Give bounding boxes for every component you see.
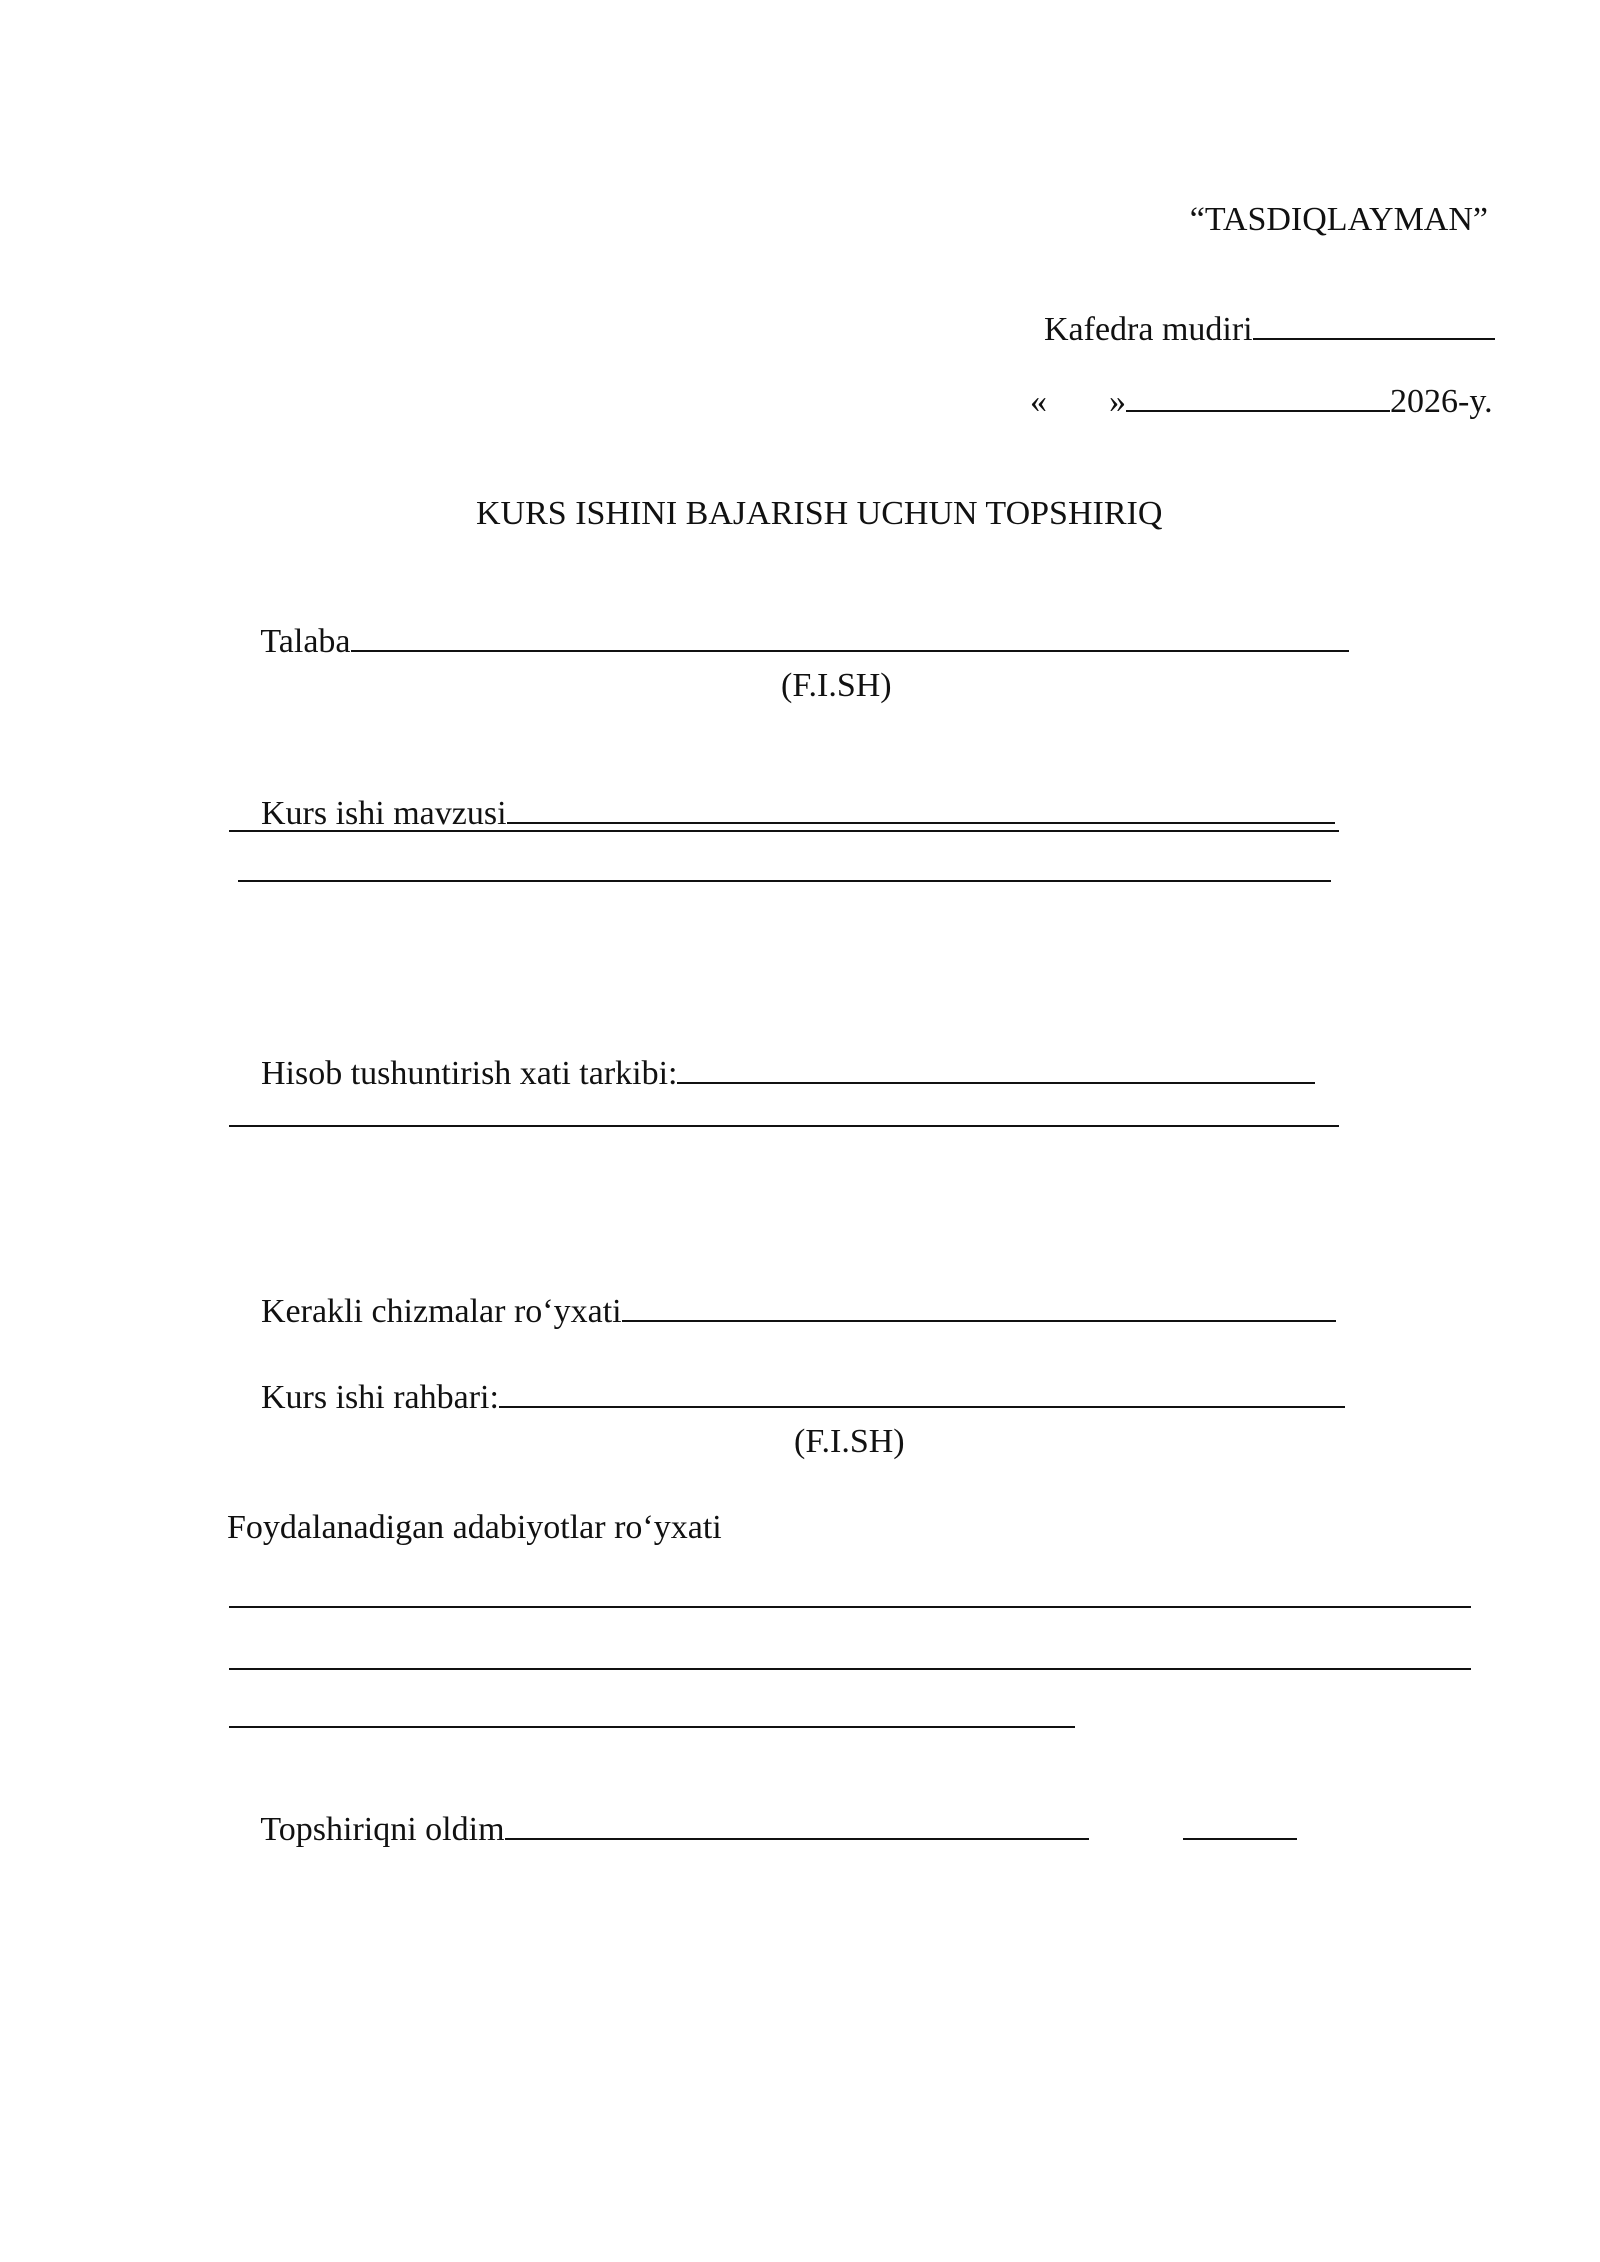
supervisor-line — [227, 1336, 1345, 1458]
fish-note-student: (F.I.SH) — [781, 667, 892, 704]
report-continuation-rule — [229, 1125, 1339, 1127]
literature-rule-3 — [229, 1726, 1075, 1728]
supervisor-blank — [499, 1376, 1345, 1408]
approval-date-line — [996, 340, 1493, 462]
report-label: Hisob tushuntirish xati tarkibi: — [261, 1055, 678, 1092]
report-line — [227, 1012, 1315, 1134]
supervisor-label: Kurs ishi rahbari: — [261, 1379, 499, 1416]
topic-blank — [507, 792, 1335, 824]
topic-line — [227, 752, 1335, 874]
date-close-quote: » — [1109, 383, 1126, 420]
literature-label: Foydalanadigan adabiyotlar ro‘yxati — [227, 1509, 722, 1546]
report-blank — [677, 1052, 1315, 1084]
student-label: Talaba — [260, 623, 351, 660]
drawings-label: Kerakli chizmalar ro‘yxati — [261, 1293, 622, 1330]
literature-rule-2 — [229, 1668, 1471, 1670]
page-title: KURS ISHINI BAJARISH UCHUN TOPSHIRIQ — [476, 495, 1163, 532]
approval-title: “TASDIQLAYMAN” — [1189, 201, 1488, 238]
head-signature-blank — [1253, 308, 1495, 340]
fish-note-supervisor: (F.I.SH) — [794, 1423, 905, 1460]
topic-continuation-rule-1 — [229, 830, 1339, 832]
student-name-blank — [351, 620, 1349, 652]
head-of-department-label: Kafedra mudiri — [1044, 311, 1253, 348]
received-date-blank — [1183, 1808, 1297, 1840]
date-year: 2026-y. — [1390, 383, 1493, 420]
literature-rule-1 — [229, 1606, 1471, 1608]
received-signature-blank — [505, 1808, 1089, 1840]
drawings-blank — [622, 1290, 1336, 1322]
topic-label: Kurs ishi mavzusi — [261, 795, 507, 832]
date-open-quote: « — [1030, 383, 1047, 420]
received-label: Topshiriqni oldim — [260, 1811, 505, 1848]
topic-continuation-rule-2 — [238, 880, 1331, 882]
received-line — [227, 1768, 1297, 1890]
date-month-blank — [1126, 380, 1390, 412]
